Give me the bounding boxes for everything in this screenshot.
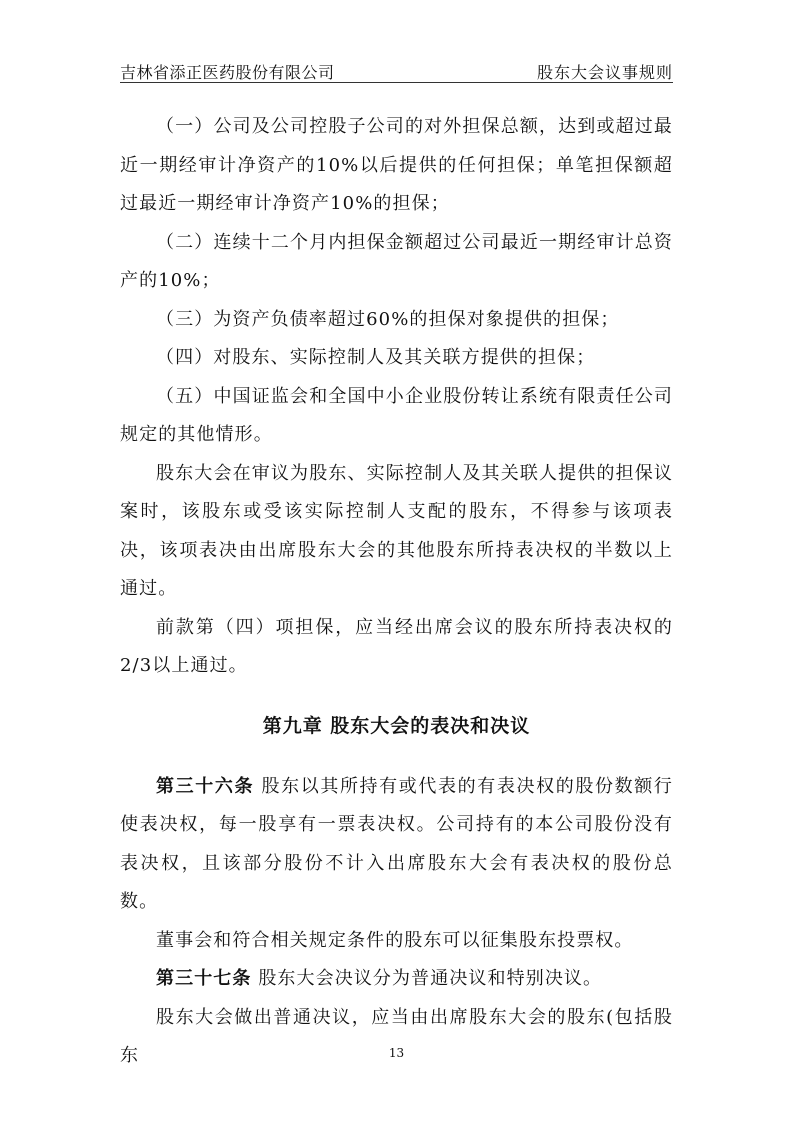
proxy-solicitation-paragraph: 董事会和符合相关规定条件的股东可以征集股东投票权。 xyxy=(156,929,634,951)
article-37-text: 股东大会决议分为普通决议和特别决议。 xyxy=(258,968,603,989)
guarantee-item-1: （一）公司及公司控股子公司的对外担保总额，达到或超过最近一期经审计净资产的10%以后提供的任何担保；单笔担保额超过最近一期经审计净资产10%的担保； xyxy=(120,116,673,214)
header-company-name: 吉林省添正医药股份有限公司 xyxy=(120,63,335,82)
article-36-text: 股东以其所持有或代表的有表决权的股份数额行使表决权，每一股享有一票表决权。公司持有的本公司股份没有表决权，且该部分股份不计入出席股东大会有表决权的股份总数。 xyxy=(120,775,673,912)
article-37-title: 第三十七条 xyxy=(156,968,252,989)
guarantee-item-4: （四）对股东、实际控制人及其关联方提供的担保； xyxy=(156,347,596,368)
page-number: 13 xyxy=(388,1046,405,1060)
header-document-title: 股东大会议事规则 xyxy=(536,63,673,82)
chapter-title: 第九章 股东大会的表决和决议 xyxy=(262,714,531,737)
two-thirds-approval-paragraph: 前款第（四）项担保，应当经出席会议的股东所持表决权的2/3以上通过。 xyxy=(120,616,673,676)
ordinary-resolution-paragraph: 股东大会做出普通决议，应当由出席股东大会的股东(包括股东 xyxy=(120,1006,673,1066)
guarantee-item-5: （五）中国证监会和全国中小企业股份转让系统有限责任公司规定的其他情形。 xyxy=(120,385,673,445)
document-body xyxy=(120,108,673,1076)
guarantee-item-2: （二）连续十二个月内担保金额超过公司最近一期经审计总资产的10%； xyxy=(120,231,673,291)
article-37 xyxy=(120,960,673,999)
related-party-guarantee-paragraph: 股东大会在审议为股东、实际控制人及其关联人提供的担保议案时，该股东或受该实际控制人支配的股东，不得参与该项表决，该项表决由出席股东大会的其他股东所持表决权的半数以上通过。 xyxy=(120,462,673,599)
article-36-title: 第三十六条 xyxy=(156,775,255,797)
page-header xyxy=(120,58,673,83)
article-36 xyxy=(120,768,673,922)
guarantee-item-3: （三）为资产负债率超过60%的担保对象提供的担保； xyxy=(156,308,620,330)
